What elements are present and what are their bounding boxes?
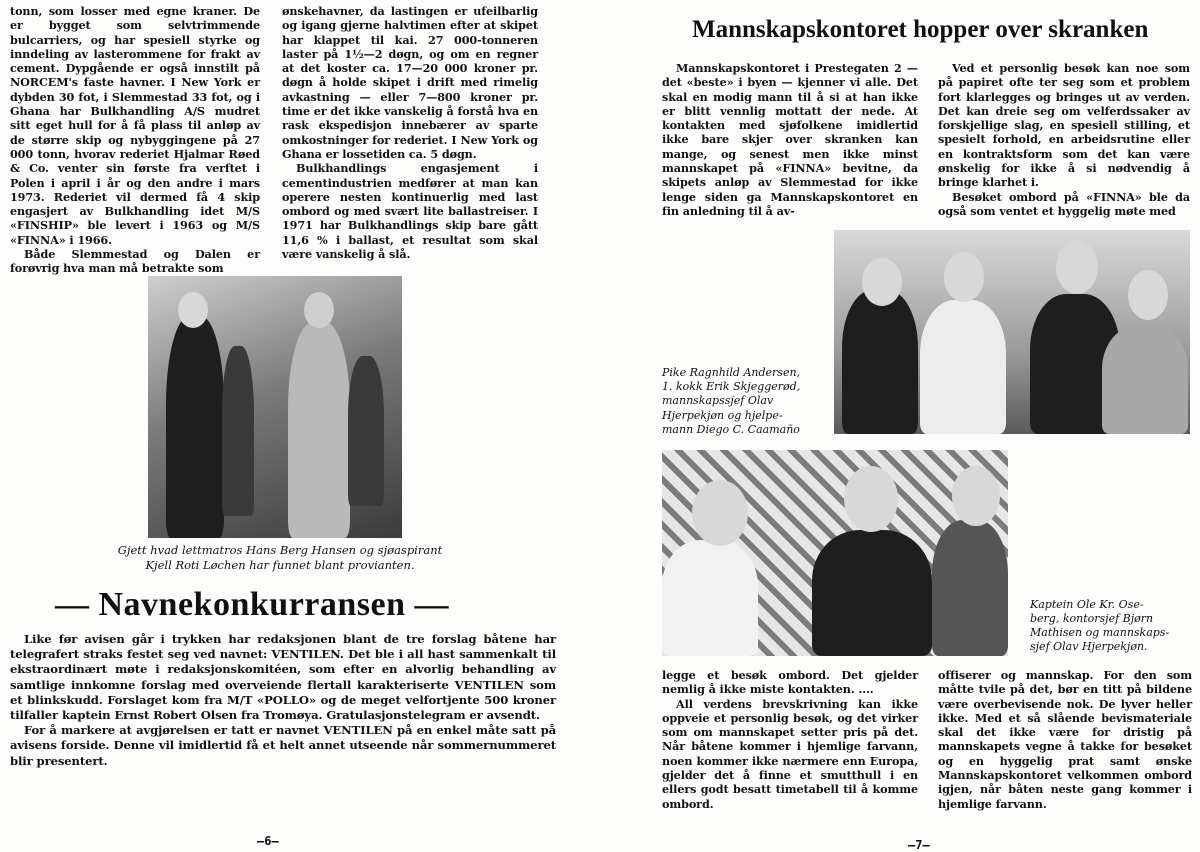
headline-mannskapskontoret: Mannskapskontoret hopper over skranken [692,16,1149,43]
right-column-1 [662,61,918,218]
headline-navnekonkurransen: — Navnekonkurransen — [55,586,450,623]
right-column-3 [662,668,918,811]
paragraph: tonn, som losser med egne kraner. De er bygget som selvtrimmende bulcarriers, og har spesiell styrke og inndeling av lasterommene for frakt av cement. Dypgående er også innstilt på NORCEM's faste havner. I New York er dybden 30 fot, i Slemmestad 33 fot, og i Ghana har Bulkhandling A/S mudret sitt eget hull for å få plass til anløp av de større skip og nybyggingene på 27 000 tonn, hvorav rederiet Hjalmar Røed & Co. venter sin første fra verftet i Polen i april i år og den andre i mars 1973. Rederiet vil dermed få 4 skip engasjert av Bulkhandling idet M/S «FINSHIP» ble levert i 1963 og M/S «FINNA» i 1966. [10,4,260,247]
right-page [600,0,1200,852]
paragraph: offiserer og mannskap. For den som måtte tvile på det, bør en titt på bildene være overbevisende nok. De lyver heller ikke. Med et så slående bevismateriale skal det ikke være for dristig på mannskapets vegne å takke for besøket og en hyggelig prat samt ønske Mannskapskontoret velkommen ombord igjen, når båten neste gang kommer i hjemlige farvann. [938,668,1192,811]
caption-line: Mathisen og mannskaps- [1030,626,1170,639]
caption-line: Kjell Roti Løchen har funnet blant provianten. [145,557,415,572]
article-navnekonkurransen [10,632,556,769]
left-column-1 [10,4,260,276]
photo-deckhands [148,276,402,538]
caption-line: 1. kokk Erik Skjeggerød, [662,380,801,394]
paragraph: ønskehavner, da lastingen er ufeilbarlig og igang gjerne halvtimen efter at skipet har klappet til kai. 27 000-tonneren laster på 1½—2 døgn, og om en regner at det koster ca. 17—20 000 kroner pr. døgn å holde skipet i drift med rimelig avkastning — eller 7—800 kroner pr. time er det ikke vanskelig å forstå hva en rask ekspedisjon innebærer av sparte omkostninger for rederiet. I New York og Ghana er lossetiden ca. 5 døgn. [282,4,538,161]
right-column-4 [938,668,1192,811]
paragraph: For å markere at avgjørelsen er tatt er navnet VENTILEN på en enkel måte satt på avisens forside. Denne vil imidlertid få et helt annet utseende når sommernummeret blir presentert. [10,723,556,768]
photo-caption-bottom [1030,598,1200,654]
caption-line: berg, kontorsjef Bjørn [1030,612,1154,625]
caption-line: sjef Olav Hjerpekjøn. [1030,640,1148,653]
paragraph: Ved et personlig besøk kan noe som på papiret ofte ter seg som et problem fort klarlegges og bringes ut av verden. Det kan dreie seg om velferdssaker av forskjellige slag, en spesiell stilling, et spesielt forhold, en arbeidsrutine eller en kontraktsform som det kan være ønskelig for ikke å si nødvendig å bringe klarhet i. [938,61,1190,190]
caption-line: Kaptein Ole Kr. Ose- [1030,598,1144,611]
paragraph: Bulkhandlings engasjement i cementindustrien medfører at man kan operere nesten kontinuerlig med last ombord og med svært lite ballastreiser. I 1971 har Bulkhandlings skip bare gått 11,6 % i ballast, et resultat som skal være vanskelig å slå. [282,161,538,262]
paragraph: Både Slemmestad og Dalen er forøvrig hva man må betrakte som [10,247,260,276]
right-column-2 [938,61,1190,218]
photo-captain-meeting [662,450,1008,656]
paragraph: Mannskapskontoret i Prestegaten 2 — det «beste» i byen — kjenner vi alle. Det skal en modig mann til å si at han ikke er blitt vennlig mottatt der nede. At kontakten med sjøfolkene imidlertid ikke bare skjer over skranken kan mange, og senest men ikke minst mannskapet på «FINNA» bevitne, da skipets anløp av Slemmestad for ikke lenge siden ga Mannskapskontoret en fin anledning til å av- [662,61,918,218]
page-number-left: —6— [257,834,279,848]
photo-crew-group [834,230,1190,434]
photo-caption-left [80,543,480,572]
page-number-right: —7— [908,838,930,852]
photo-caption-top [662,366,842,437]
paragraph: Besøket ombord på «FINNA» ble da også som ventet et hyggelig møte med [938,189,1190,218]
left-column-2 [282,4,538,261]
caption-line: mannskapssjef Olav [662,394,774,408]
paragraph: All verdens brevskrivning kan ikke oppveie et personlig besøk, og det virker som om mannskapet setter pris på det. Når båtene kommer i hjemlige farvann, noen kommer ikke nærmere enn Europa, gjelder det å finne et smutthull i en ellers godt besatt timetabell til å komme ombord. [662,696,918,811]
paragraph: Like før avisen går i trykken har redaksjonen blant de tre forslag båtene har telegrafert straks festet seg ved navnet: VENTILEN. Det ble i all hast sammenkalt til ekstraordinært møte i redaksjonskomitéen, som efter en alvorlig behandling av samtlige innkomne forslag med overveiende flertall karakteriserte VENTILEN som et blinkskudd. Forslaget kom fra M/T «POLLO» og de meget velfortjente 500 kroner tilfaller kaptein Ernst Robert Olsen fra Tromøya. Gratulasjonstelegram er avsendt. [10,632,556,723]
caption-line: mann Diego C. Caamaño [662,422,800,436]
caption-line: Hjerpekjøn og hjelpe- [662,408,783,422]
caption-line: Pike Ragnhild Andersen, [662,366,801,379]
caption-line: Gjett hvad lettmatros Hans Berg Hansen og sjøaspirant [117,543,443,557]
paragraph: legge et besøk ombord. Det gjelder nemlig å ikke miste kontakten. .... [662,668,918,697]
